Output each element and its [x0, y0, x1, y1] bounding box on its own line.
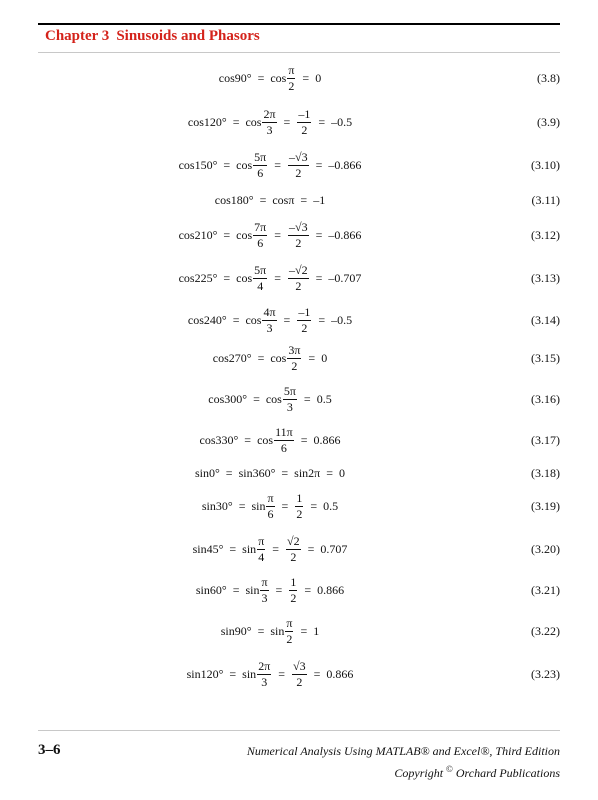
math-term: cos210°	[178, 228, 218, 242]
equals-sign: =	[278, 667, 286, 681]
equation-number: (3.19)	[531, 499, 560, 513]
equals-sign: =	[283, 115, 291, 129]
header-rule	[38, 52, 560, 53]
equation	[60, 533, 480, 565]
equals-sign: =	[300, 193, 308, 207]
equation-number: (3.10)	[531, 158, 560, 172]
equation	[60, 62, 480, 94]
fraction	[292, 660, 307, 689]
chapter-heading	[45, 28, 260, 45]
math-term: 0	[315, 71, 322, 85]
top-rule	[38, 23, 560, 25]
math-term: cos	[257, 433, 274, 447]
math-term: cos	[236, 271, 253, 285]
math-term: 1	[313, 624, 320, 638]
page-number: 3–6	[38, 742, 61, 758]
equals-sign: =	[318, 115, 326, 129]
equals-sign: =	[275, 583, 283, 597]
fraction-denominator: 3	[261, 590, 268, 605]
equation-number: (3.22)	[531, 624, 560, 638]
equals-sign: =	[257, 624, 265, 638]
math-term: –1	[313, 193, 326, 207]
math-term: –0.866	[328, 228, 362, 242]
fraction-denominator: 3	[286, 399, 293, 414]
math-term: sin2π	[294, 466, 321, 480]
equals-sign: =	[303, 392, 311, 406]
equation	[60, 149, 480, 181]
equation	[60, 184, 480, 216]
equation-number: (3.9)	[537, 115, 560, 129]
equals-sign: =	[257, 71, 265, 85]
fraction-denominator: 2	[290, 549, 297, 564]
fraction-denominator: 2	[295, 278, 302, 293]
math-term: cos300°	[208, 392, 248, 406]
copyright-symbol: ©	[446, 764, 453, 774]
fraction-numerator: π	[258, 533, 265, 548]
equals-sign: =	[302, 71, 310, 85]
equals-sign: =	[223, 271, 231, 285]
math-term: cos240°	[187, 313, 227, 327]
equation-number: (3.8)	[537, 71, 560, 85]
equals-sign: =	[253, 392, 260, 406]
equals-sign: =	[232, 313, 240, 327]
fraction-numerator: 5π	[283, 383, 296, 398]
fraction-denominator: 4	[257, 278, 264, 293]
equals-sign: =	[257, 351, 265, 365]
equation	[60, 574, 480, 606]
publisher-name: Orchard Publications	[455, 766, 560, 780]
fraction-numerator: –√2	[289, 262, 308, 277]
math-term: –0.707	[328, 271, 362, 285]
math-term: –0.866	[328, 158, 362, 172]
equals-sign: =	[283, 313, 291, 327]
equation	[60, 342, 480, 374]
fraction	[287, 64, 295, 93]
fraction-numerator: 5π	[254, 149, 267, 164]
math-term: sin30°	[201, 499, 233, 513]
equals-sign: =	[304, 583, 312, 597]
equation-number: (3.20)	[531, 542, 560, 556]
fraction	[297, 108, 311, 137]
fraction	[288, 221, 309, 250]
equation-number: (3.13)	[531, 271, 560, 285]
fraction-denominator: 6	[257, 235, 264, 250]
fraction-numerator: π	[267, 490, 274, 505]
equation	[60, 304, 480, 336]
math-term: cos	[245, 115, 262, 129]
fraction	[253, 264, 267, 293]
fraction-denominator: 2	[296, 506, 303, 521]
equals-sign: =	[300, 433, 308, 447]
equals-sign: =	[274, 271, 282, 285]
math-term: sin360°	[238, 466, 276, 480]
equals-sign: =	[229, 667, 237, 681]
equals-sign: =	[307, 542, 315, 556]
math-term: cos330°	[199, 433, 239, 447]
fraction-numerator: 3π	[288, 342, 301, 357]
book-title: Numerical Analysis Using MATLAB® and Excel®, Third Edition	[246, 744, 560, 758]
fraction	[266, 492, 274, 521]
math-term: 0	[339, 466, 346, 480]
fraction	[288, 151, 309, 180]
equation	[60, 615, 480, 647]
equation-number: (3.23)	[531, 667, 560, 681]
fraction-denominator: 2	[291, 358, 298, 373]
fraction-denominator: 3	[266, 320, 273, 335]
equation	[60, 457, 480, 489]
math-term: sin60°	[195, 583, 227, 597]
fraction	[283, 385, 297, 414]
math-term: cos225°	[178, 271, 218, 285]
fraction-denominator: 2	[295, 165, 302, 180]
equals-sign: =	[274, 158, 282, 172]
equals-sign: =	[315, 228, 323, 242]
equation-number: (3.11)	[531, 193, 560, 207]
equation	[60, 490, 480, 522]
equals-sign: =	[223, 158, 231, 172]
fraction-numerator: –√3	[289, 149, 308, 164]
fraction	[260, 576, 268, 605]
fraction-denominator: 2	[301, 320, 308, 335]
fraction-denominator: 3	[266, 122, 273, 137]
copyright-label: Copyright	[394, 766, 444, 780]
fraction	[253, 151, 267, 180]
fraction-denominator: 2	[301, 122, 308, 137]
math-term: 0.866	[326, 667, 354, 681]
equation-number: (3.17)	[531, 433, 560, 447]
fraction-numerator: π	[288, 62, 295, 77]
equation-number: (3.21)	[531, 583, 560, 597]
equals-sign: =	[318, 313, 326, 327]
fraction	[289, 576, 297, 605]
fraction-denominator: 4	[258, 549, 265, 564]
equals-sign: =	[310, 499, 318, 513]
equation-number: (3.16)	[531, 392, 560, 406]
equals-sign: =	[326, 466, 334, 480]
math-term: sin0°	[194, 466, 220, 480]
math-term: cos	[265, 392, 282, 406]
math-term: 0.866	[317, 583, 345, 597]
fraction-numerator: 2π	[258, 658, 271, 673]
fraction-numerator: –1	[298, 304, 311, 319]
equals-sign: =	[232, 583, 240, 597]
equals-sign: =	[300, 624, 308, 638]
fraction-numerator: π	[261, 574, 268, 589]
equals-sign: =	[272, 542, 280, 556]
fraction-numerator: 4π	[263, 304, 276, 319]
fraction-numerator: –√3	[289, 219, 308, 234]
equation-number: (3.14)	[531, 313, 560, 327]
fraction	[262, 108, 276, 137]
math-term: cos270°	[212, 351, 252, 365]
equals-sign: =	[244, 433, 252, 447]
equation	[60, 262, 480, 294]
equals-sign: =	[229, 542, 237, 556]
fraction-numerator: √2	[287, 533, 300, 548]
fraction-numerator: –1	[298, 106, 311, 121]
math-term: sin120°	[186, 667, 224, 681]
equation	[60, 424, 480, 456]
fraction	[262, 306, 276, 335]
chapter-label: Chapter 3	[45, 28, 110, 44]
fraction-numerator: 11π	[275, 424, 293, 439]
math-term: cos150°	[178, 158, 218, 172]
math-term: cos90°	[218, 71, 252, 85]
footer-rule	[38, 730, 560, 731]
math-term: 0.5	[323, 499, 339, 513]
math-term: 0.866	[313, 433, 341, 447]
math-term: sin	[245, 583, 260, 597]
fraction-numerator: √3	[293, 658, 306, 673]
equals-sign: =	[238, 499, 246, 513]
fraction-denominator: 3	[261, 674, 268, 689]
equals-sign: =	[281, 466, 289, 480]
fraction-numerator: 1	[290, 574, 297, 589]
equals-sign: =	[225, 466, 233, 480]
equals-sign: =	[313, 667, 321, 681]
fraction-numerator: π	[286, 615, 293, 630]
math-term: cos	[270, 351, 287, 365]
math-term: sin45°	[192, 542, 224, 556]
equals-sign: =	[315, 158, 323, 172]
math-term: cos	[236, 158, 253, 172]
equals-sign: =	[232, 115, 240, 129]
fraction	[253, 221, 267, 250]
math-term: sin	[242, 542, 257, 556]
fraction	[287, 344, 301, 373]
fraction-denominator: 2	[288, 78, 295, 93]
fraction	[286, 535, 301, 564]
equation	[60, 658, 480, 690]
equals-sign: =	[223, 228, 231, 242]
math-term: cos	[270, 71, 287, 85]
copyright-line	[394, 764, 560, 781]
fraction-numerator: 1	[296, 490, 303, 505]
fraction-denominator: 6	[267, 506, 274, 521]
math-term: sin90°	[220, 624, 252, 638]
fraction	[257, 660, 271, 689]
fraction	[285, 617, 293, 646]
fraction	[257, 535, 265, 564]
equation-number: (3.12)	[531, 228, 560, 242]
math-term: 0.5	[316, 392, 332, 406]
equation	[60, 106, 480, 138]
math-term: cos	[245, 313, 262, 327]
chapter-title: Sinusoids and Phasors	[116, 28, 260, 44]
fraction-numerator: 2π	[263, 106, 276, 121]
fraction-denominator: 2	[296, 674, 303, 689]
equals-sign: =	[259, 193, 267, 207]
math-term: sin	[270, 624, 285, 638]
fraction-denominator: 2	[290, 590, 297, 605]
equals-sign: =	[281, 499, 289, 513]
equation	[60, 383, 480, 415]
math-term: cos120°	[187, 115, 227, 129]
equation	[60, 219, 480, 251]
math-term: 0	[321, 351, 328, 365]
equals-sign: =	[308, 351, 316, 365]
fraction-denominator: 2	[286, 631, 293, 646]
fraction	[288, 264, 309, 293]
math-term: –0.5	[331, 115, 353, 129]
math-term: cos180°	[214, 193, 254, 207]
math-term: –0.5	[331, 313, 353, 327]
fraction	[297, 306, 311, 335]
math-term: 0.707	[320, 542, 348, 556]
equation-number: (3.18)	[531, 466, 560, 480]
fraction-denominator: 6	[280, 440, 287, 455]
equation-number: (3.15)	[531, 351, 560, 365]
fraction	[295, 492, 303, 521]
math-term: sin	[242, 667, 257, 681]
fraction-numerator: 7π	[254, 219, 267, 234]
math-term: sin	[251, 499, 266, 513]
fraction-denominator: 6	[257, 165, 264, 180]
math-term: cos	[236, 228, 253, 242]
equals-sign: =	[315, 271, 323, 285]
equals-sign: =	[274, 228, 282, 242]
fraction-numerator: 5π	[254, 262, 267, 277]
fraction-denominator: 2	[295, 235, 302, 250]
fraction	[274, 426, 294, 455]
math-term: cosπ	[272, 193, 295, 207]
